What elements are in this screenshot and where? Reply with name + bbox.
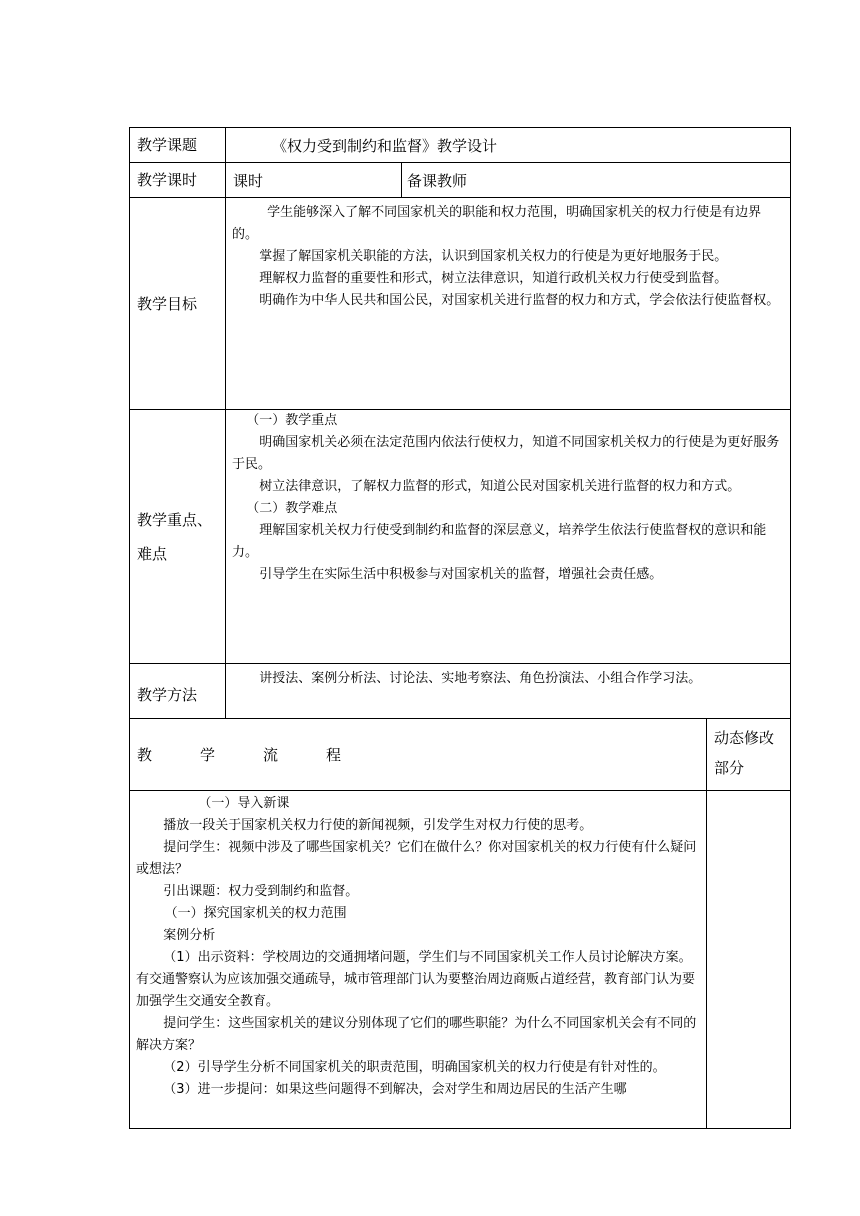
difficulty-item: 引导学生在实际生活中积极参与对国家机关的监督，增强社会责任感。: [259, 567, 663, 582]
process-content-cell: [130, 791, 707, 1129]
method-value: 讲授法、案例分析法、讨论法、实地考察法、角色扮演法、小组合作学习法。: [259, 671, 702, 686]
process-paragraph: 案例分析: [163, 928, 216, 943]
key-points-label: [130, 410, 226, 664]
process-header-char: 教: [137, 746, 153, 764]
difficulty-item: 理解国家机关权力行使受到制约和监督的深层意义，培养学生依法行使监督权的意识和能力。: [232, 523, 767, 560]
process-header-title: [130, 719, 707, 791]
row-process-header: [130, 719, 791, 791]
focus-heading: （一）教学重点: [246, 413, 338, 428]
row-goals: [130, 198, 791, 410]
goals-label: 教学目标: [130, 198, 226, 410]
topic-label: 教学课题: [130, 128, 226, 163]
method-label: 教学方法: [130, 664, 226, 719]
lesson-plan-document: [129, 127, 790, 1129]
process-header-char: 流: [263, 746, 279, 764]
topic-value: 《权力受到制约和监督》教学设计: [226, 128, 791, 163]
hours-row-label: 教学课时: [130, 163, 226, 198]
dynamic-edit-header: [707, 719, 791, 791]
goal-paragraph: 掌握了解国家机关职能的方法，认识到国家机关权力的行使是为更好地服务于民。: [259, 249, 728, 264]
dynamic-edit-line1: 动态修改: [714, 729, 775, 747]
key-points-cell: [226, 410, 791, 664]
process-paragraph: 提问学生：视频中涉及了哪些国家机关？它们在做什么？你对国家机关的权力行使有什么疑问或想法？: [136, 840, 697, 877]
row-key-points: [130, 410, 791, 664]
goal-paragraph: 明确作为中华人民共和国公民，对国家机关进行监督的权力和方式，学会依法行使监督权。: [259, 293, 780, 308]
process-heading-intro: （一）导入新课: [198, 796, 290, 811]
process-paragraph: 播放一段关于国家机关权力行使的新闻视频，引发学生对权力行使的思考。: [163, 818, 593, 833]
focus-item: 明确国家机关必须在法定范围内依法行使权力，知道不同国家机关权力的行使是为更好服务于民。: [232, 435, 780, 472]
goal-paragraph: 学生能够深入了解不同国家机关的职能和权力范围，明确国家机关的权力行使是有边界的。: [232, 205, 762, 242]
difficulty-heading: （二）教学难点: [246, 501, 338, 516]
dynamic-edit-line2: 部分: [714, 759, 745, 777]
focus-item: 树立法律意识，了解权力监督的形式，知道公民对国家机关进行监督的权力和方式。: [259, 479, 741, 494]
goals-cell: [226, 198, 791, 410]
hours-cell: 课时: [226, 163, 402, 198]
row-method: [130, 664, 791, 719]
process-paragraph: 引出课题：权力受到制约和监督。: [163, 884, 359, 899]
goal-paragraph: 理解权力监督的重要性和形式，树立法律意识，知道行政机关权力行使受到监督。: [259, 271, 728, 286]
process-header-char: 程: [326, 746, 342, 764]
process-header-char: 学: [200, 746, 216, 764]
row-topic: [130, 128, 791, 163]
process-heading-explore: （一）探究国家机关的权力范围: [164, 906, 347, 921]
process-paragraph: 提问学生：这些国家机关的建议分别体现了它们的哪些职能？为什么不同国家机关会有不同的解决方案？: [136, 1016, 697, 1053]
lesson-plan-table: [129, 127, 791, 1129]
key-points-label-line2: 难点: [137, 544, 168, 563]
row-hours: [130, 163, 791, 198]
process-paragraph: （1）出示资料：学校周边的交通拥堵问题，学生们与不同国家机关工作人员讨论解决方案。有交通警察认为应该加强交通疏导，城市管理部门认为要整治周边商贩占道经营，教育部门认为要加强学生交通安全教育。: [136, 950, 696, 1009]
process-paragraph: （2）引导学生分析不同国家机关的职责范围，明确国家机关的权力行使是有针对性的。: [163, 1060, 666, 1075]
key-points-label-line1: 教学重点、: [137, 510, 213, 529]
method-cell: [226, 664, 791, 719]
process-paragraph: （3）进一步提问：如果这些问题得不到解决，会对学生和周边居民的生活产生哪: [163, 1082, 627, 1097]
dynamic-edit-cell: [707, 791, 791, 1129]
teacher-cell: 备课教师: [402, 163, 791, 198]
row-process-content: [130, 791, 791, 1129]
